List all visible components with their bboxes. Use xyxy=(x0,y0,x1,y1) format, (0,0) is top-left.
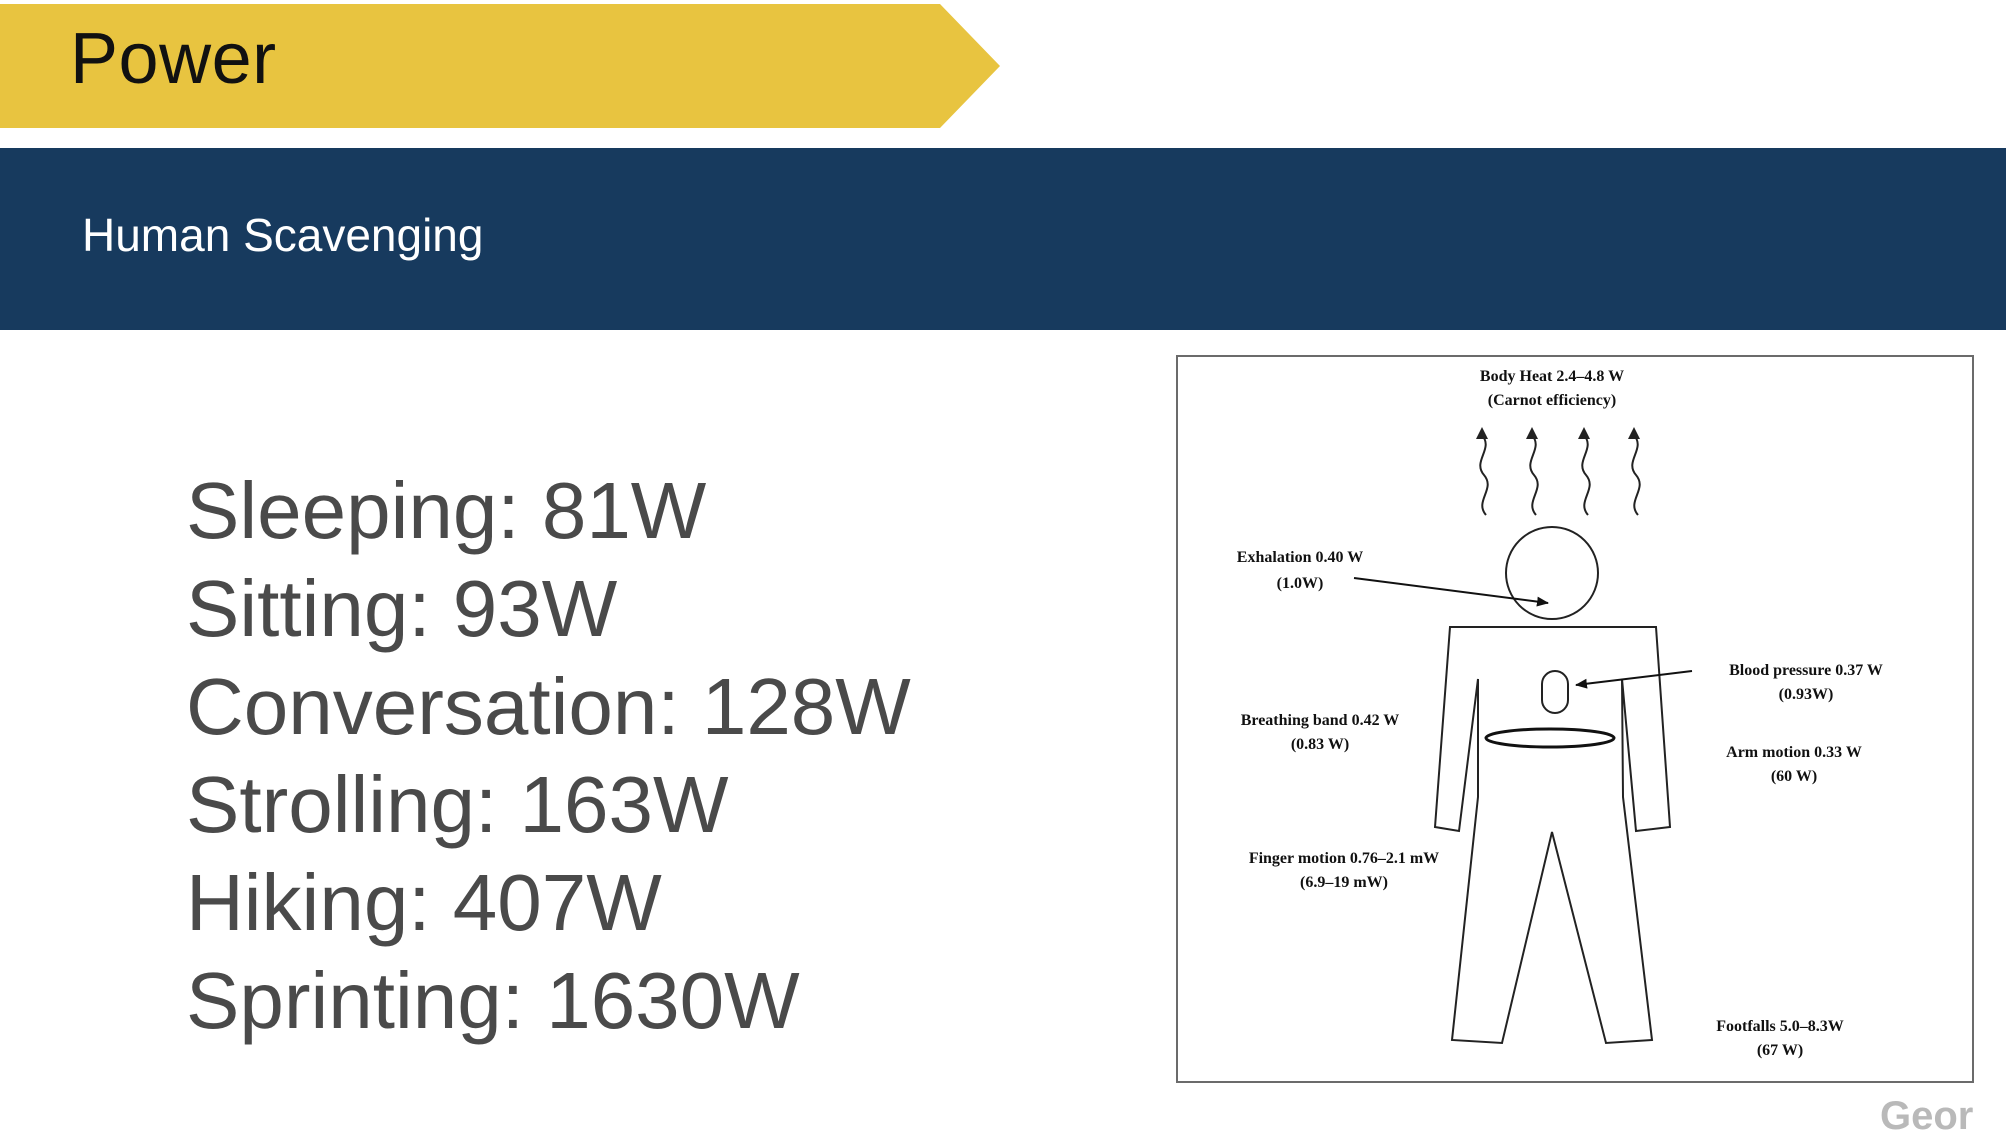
heat-wave-3 xyxy=(1582,435,1589,515)
human-power-diagram xyxy=(1176,355,1974,1083)
body-heat-label: Body Heat 2.4–4.8 W xyxy=(1479,368,1625,385)
body-heat-sublabel: (Carnot efficiency) xyxy=(1487,392,1617,409)
heart-shape xyxy=(1542,671,1568,713)
activity-power-list xyxy=(186,462,911,1050)
activity-item-sitting: Sitting: 93W xyxy=(186,564,618,653)
finger-motion-label: Finger motion 0.76–2.1 mW xyxy=(1248,850,1440,867)
human-body-figure xyxy=(1178,357,1976,1085)
breathing-band-label: Breathing band 0.42 W xyxy=(1240,712,1400,729)
heat-wave-lines xyxy=(1480,435,1639,515)
activity-item-strolling: Strolling: 163W xyxy=(186,760,729,849)
subtitle-band xyxy=(0,148,2006,330)
activity-item-conversation: Conversation: 128W xyxy=(186,662,911,751)
activity-item-sleeping: Sleeping: 81W xyxy=(186,466,707,555)
arm-motion-label: Arm motion 0.33 W xyxy=(1726,744,1862,761)
breathing-band-sublabel: (0.83 W) xyxy=(1290,736,1350,753)
blood-pressure-arrow xyxy=(1576,671,1692,685)
footfalls-sublabel: (67 W) xyxy=(1756,1042,1804,1059)
figure-head xyxy=(1506,527,1598,619)
footfalls-label: Footfalls 5.0–8.3W xyxy=(1716,1018,1844,1035)
blood-pressure-label: Blood pressure 0.37 W xyxy=(1729,662,1883,679)
heat-wave-4 xyxy=(1632,435,1639,515)
activity-item-hiking: Hiking: 407W xyxy=(186,858,662,947)
exhalation-label: Exhalation 0.40 W xyxy=(1236,549,1364,566)
exhalation-sublabel: (1.0W) xyxy=(1276,575,1324,592)
figure-body-outline xyxy=(1435,627,1670,1043)
finger-motion-sublabel: (6.9–19 mW) xyxy=(1300,874,1388,891)
title-banner xyxy=(0,0,1000,132)
breathing-band-shape xyxy=(1486,729,1614,747)
arm-motion-sublabel: (60 W) xyxy=(1770,768,1818,785)
blood-pressure-sublabel: (0.93W) xyxy=(1778,686,1834,703)
slide-subtitle: Human Scavenging xyxy=(82,209,484,261)
heat-wave-2 xyxy=(1530,435,1537,515)
footer-logo-partial: Geor xyxy=(1880,1094,1974,1138)
heat-wave-1 xyxy=(1480,435,1487,515)
heat-wave-arrowheads xyxy=(1476,427,1640,439)
activity-item-sprinting: Sprinting: 1630W xyxy=(186,956,800,1045)
exhalation-arrow xyxy=(1354,578,1548,603)
slide-title: Power xyxy=(70,19,277,99)
